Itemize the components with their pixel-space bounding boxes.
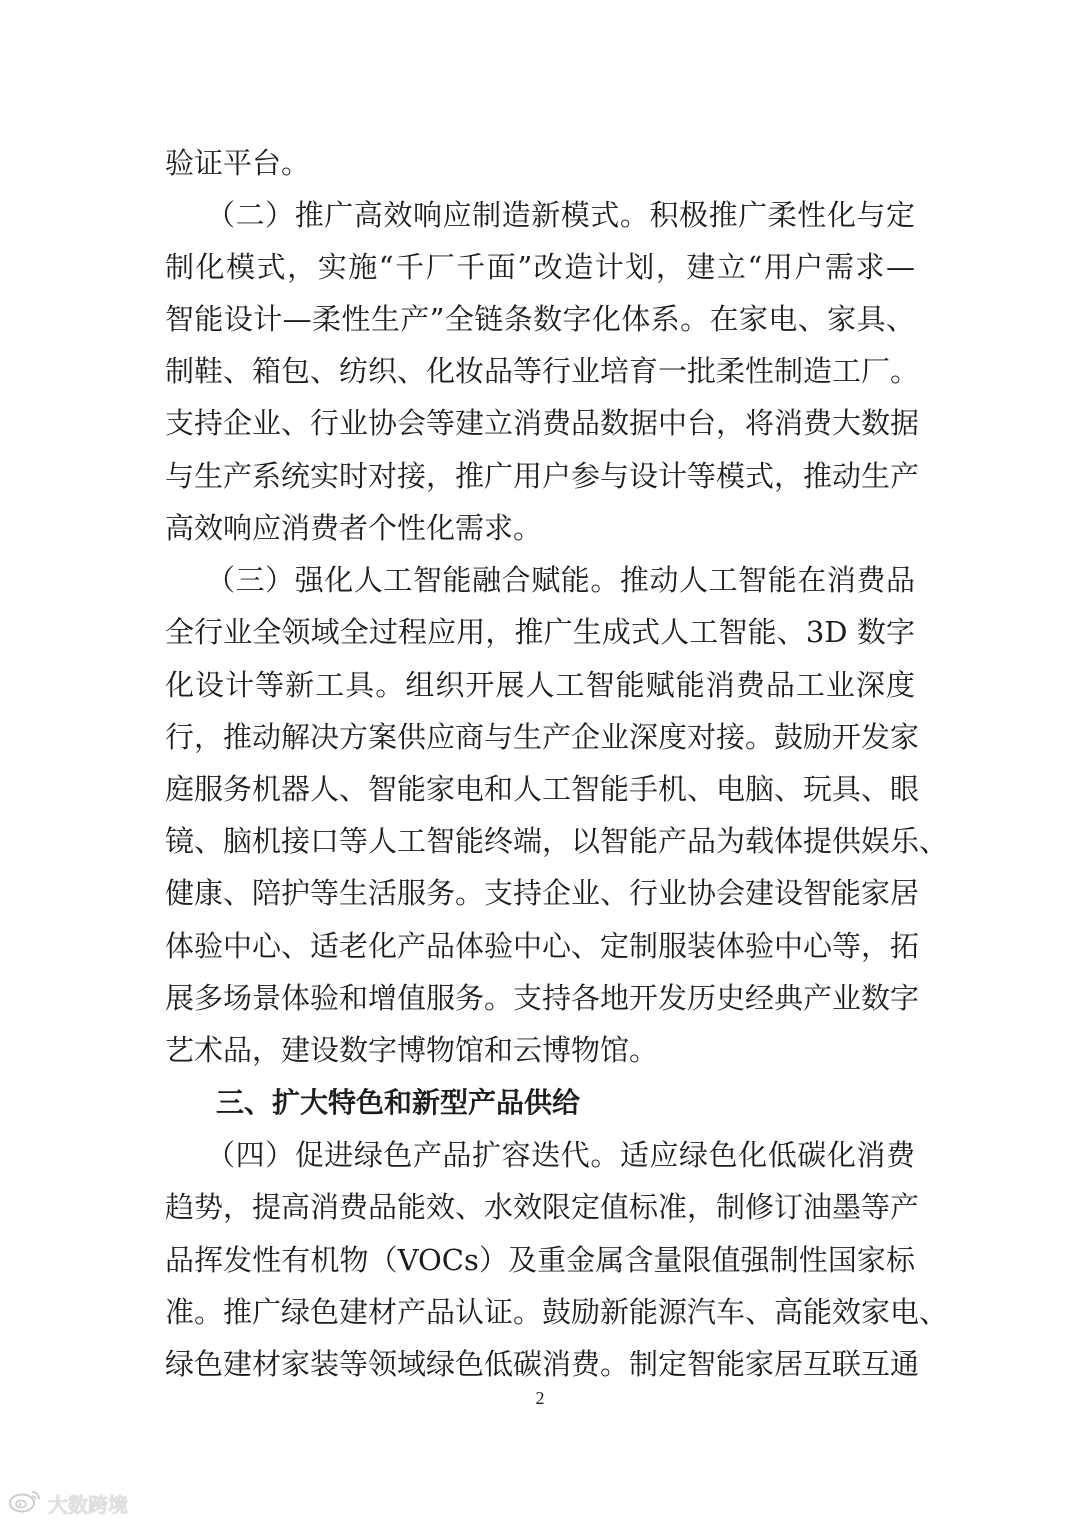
text-line: （三）强化人工智能融合赋能。推动人工智能在消费品 [206,563,915,597]
text-line: 健康、陪护等生活服务。支持企业、行业协会建设智能家居 [165,876,920,910]
text-line: 庭服务机器人、智能家电和人工智能手机、电脑、玩具、眼 [165,772,920,806]
text-line: 准。推广绿色建材产品认证。鼓励新能源汽车、高能效家电、 [165,1295,949,1329]
text-line: 制化模式，实施“千厂千面”改造计划，建立“用户需求— [165,250,915,284]
text-line: 趋势，提高消费品能效、水效限定值标准，制修订油墨等产 [165,1190,920,1224]
text-line: 全行业全领域全过程应用，推广生成式人工智能、3D 数字 [165,615,915,649]
text-line: 高效响应消费者个性化需求。 [165,511,543,545]
text-line: 验证平台。 [165,146,311,180]
text-line: 化设计等新工具。组织开展人工智能赋能消费品工业深度 [165,668,915,702]
text-line: 与生产系统实时对接，推广用户参与设计等模式，推动生产 [165,459,920,493]
weibo-logo-icon [8,1488,42,1518]
text-line: 绿色建材家装等领域绿色低碳消费。制定智能家居互联互通 [165,1347,920,1381]
text-line: 镜、脑机接口等人工智能终端，以智能产品为载体提供娱乐、 [165,824,949,858]
watermark [8,1488,128,1518]
text-line: 艺术品，建设数字博物馆和云博物馆。 [165,1033,659,1067]
text-line: 品挥发性有机物（VOCs）及重金属含量限值强制性国家标 [165,1243,915,1277]
text-line: 展多场景体验和增值服务。支持各地开发历史经典产业数字 [165,981,920,1015]
text-line: （四）促进绿色产品扩容迭代。适应绿色化低碳化消费 [206,1138,915,1172]
text-line: 制鞋、箱包、纺织、化妆品等行业培育一批柔性制造工厂。 [165,354,920,388]
text-line: 支持企业、行业协会等建立消费品数据中台，将消费大数据 [165,406,920,440]
section-heading: 三、扩大特色和新型产品供给 [216,1086,581,1119]
text-line: 体验中心、适老化产品体验中心、定制服装体验中心等，拓 [165,929,920,963]
text-line: 行，推动解决方案供应商与生产企业深度对接。鼓励开发家 [165,720,920,754]
text-line: 智能设计—柔性生产”全链条数字化体系。在家电、家具、 [165,302,915,336]
page-number: 2 [535,1388,545,1408]
text-line: （二）推广高效响应制造新模式。积极推广柔性化与定 [206,198,915,232]
watermark-text: 大数跨境 [48,1492,128,1517]
